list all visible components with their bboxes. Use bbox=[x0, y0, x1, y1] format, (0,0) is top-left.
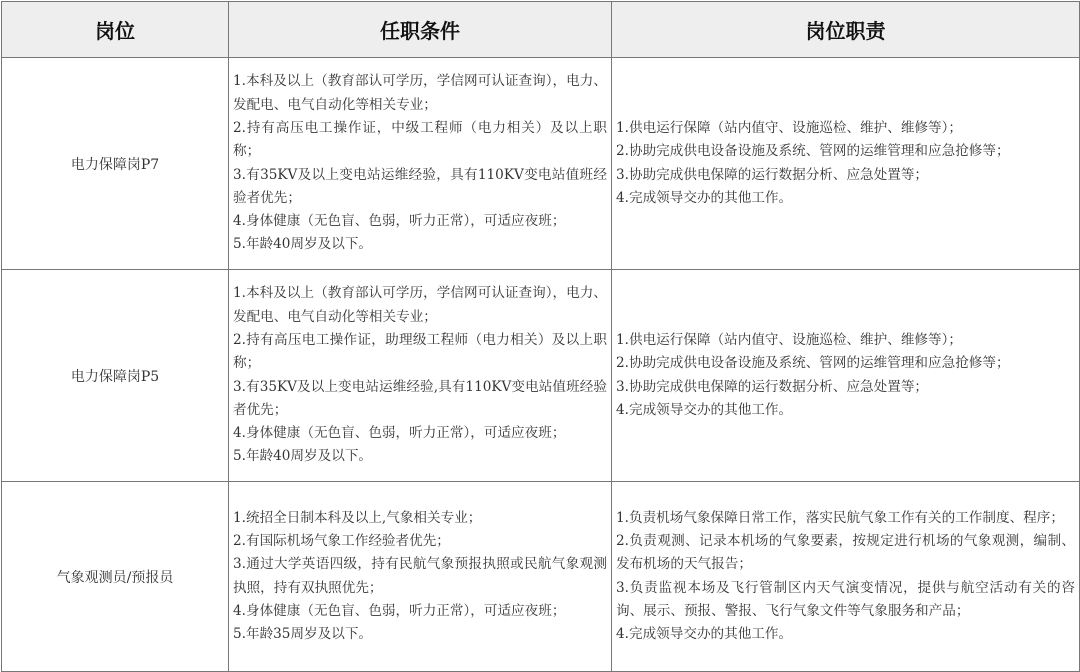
requirement-item: 2.有国际机场气象工作经验者优先； bbox=[233, 532, 450, 549]
header-requirements: 任职条件 bbox=[229, 2, 612, 58]
requirement-item: 4.身体健康（无色盲、色弱，听力正常），可适应夜班； bbox=[233, 213, 566, 230]
requirements-cell bbox=[229, 270, 612, 482]
duty-item: 1.供电运行保障（站内值守、设施巡检、维护、维修等）； bbox=[616, 119, 963, 136]
requirement-item: 2.持有高压电工操作证，中级工程师（电力相关）及以上职称； bbox=[233, 119, 607, 160]
requirements-cell bbox=[229, 482, 612, 672]
duties-cell bbox=[612, 482, 1080, 672]
table-row bbox=[2, 270, 1080, 482]
duty-item: 4.完成领导交办的其他工作。 bbox=[616, 401, 793, 418]
requirement-item: 1.统招全日制本科及以上,气象相关专业； bbox=[233, 509, 482, 526]
requirement-item: 1.本科及以上（教育部认可学历，学信网可认证查询），电力、发配电、电气自动化等相关专业； bbox=[233, 285, 607, 325]
requirement-item: 1.本科及以上（教育部认可学历，学信网可认证查询），电力、发配电、电气自动化等相关专业； bbox=[233, 73, 607, 113]
duty-item: 4.完成领导交办的其他工作。 bbox=[616, 189, 793, 206]
requirement-item: 3.有35KV及以上变电站运维经验，具有110KV变电站值班经验者优先； bbox=[233, 166, 607, 206]
duty-item: 4.完成领导交办的其他工作。 bbox=[616, 626, 793, 643]
table-row bbox=[2, 58, 1080, 270]
job-table bbox=[1, 1, 1080, 672]
requirement-item: 3.有35KV及以上变电站运维经验,具有110KV变电站值班经验者优先； bbox=[233, 378, 607, 418]
duties-cell bbox=[612, 270, 1080, 482]
duties-cell bbox=[612, 58, 1080, 270]
duty-item: 3.协助完成供电保障的运行数据分析、应急处置等； bbox=[616, 166, 929, 183]
duty-item: 1.负责机场气象保障日常工作，落实民航气象工作有关的工作制度、程序； bbox=[616, 509, 1064, 526]
post-name: 电力保障岗P7 bbox=[2, 58, 229, 270]
requirement-item: 4.身体健康（无色盲、色弱，听力正常），可适应夜班； bbox=[233, 425, 566, 442]
requirement-item: 4.身体健康（无色盲、色弱，听力正常），可适应夜班； bbox=[233, 602, 566, 619]
table-row bbox=[2, 482, 1080, 672]
header-duties: 岗位职责 bbox=[612, 2, 1080, 58]
requirement-item: 5.年龄40周岁及以下。 bbox=[233, 236, 373, 253]
requirement-item: 5.年龄35周岁及以下。 bbox=[233, 626, 373, 643]
header-post: 岗位 bbox=[2, 2, 229, 58]
post-name: 气象观测员/预报员 bbox=[2, 482, 229, 672]
duty-item: 3.协助完成供电保障的运行数据分析、应急处置等； bbox=[616, 378, 929, 395]
header-row bbox=[2, 2, 1080, 58]
post-name: 电力保障岗P5 bbox=[2, 270, 229, 482]
requirement-item: 5.年龄40周岁及以下。 bbox=[233, 448, 373, 465]
duty-item: 3.负责监视本场及飞行管制区内天气演变情况，提供与航空活动有关的咨询、展示、预报、警报、飞行气象文件等气象服务和产品； bbox=[616, 579, 1075, 619]
duty-item: 2.协助完成供电设备设施及系统、管网的运维管理和应急抢修等； bbox=[616, 355, 1010, 372]
duty-item: 1.供电运行保障（站内值守、设施巡检、维护、维修等）； bbox=[616, 331, 963, 348]
requirement-item: 2.持有高压电工操作证，助理级工程师（电力相关）及以上职称； bbox=[233, 331, 607, 372]
duty-item: 2.协助完成供电设备设施及系统、管网的运维管理和应急抢修等； bbox=[616, 143, 1010, 160]
duty-item: 2.负责观测、记录本机场的气象要素，按规定进行机场的气象观测，编制、发布机场的天气报告； bbox=[616, 532, 1075, 573]
requirements-cell bbox=[229, 58, 612, 270]
requirement-item: 3.通过大学英语四级，持有民航气象预报执照或民航气象观测执照，持有双执照优先； bbox=[233, 556, 607, 596]
